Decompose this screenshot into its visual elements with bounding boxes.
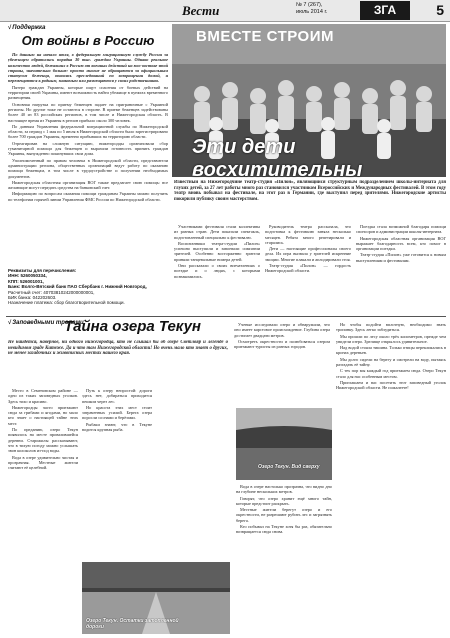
lake-photo-bottom [82,562,230,634]
newspaper-title: Вести [182,3,220,18]
article1-paragraph: По данным Управления федеральной миграционной службы по Нижегородской области, за период с 1 мая по 5 июля в Нижегородской области было зарегистрировано более 700 граждан Украины, временно прибывших на территорию области. [8,123,168,140]
article3-column: Место в Семеновском районе — одно из таких заповедных уголков. Здесь тихо и красиво. Нижегородцы часто приезжают сюда за грибами и ягодами, но мало кто знает о настоящей тайне этих мест. По преданию, озеро Текун появилось на месте провалившейся деревни. Старожилы рассказывают, что в тихую погоду можно услышать звон колоколов из-под воды. Вода в озере удивительно чистая и прозрачная. Местные жители считают её целебной. [8,388,78,471]
photo-caption: Озеро Текун. Остатки затопленной дороги [86,618,179,630]
article1-title: От войны в Россию [21,33,155,48]
article3-lead: Не найдется, наверное, ни одного нижегородца, кто не слышал бы об озере Светлояр и легенде о невидимом граде Китеже. Да и что там Нижегородской области! Но очень мало кто знает о других, не менее загадочных и живописных местах нашего края. [8,340,228,357]
rubric-support: √ Поддержка [8,25,46,31]
article3-column: Вода в озере настолько прозрачна, что видно дно на глубине нескольких метров. Говорят, что озеро хранит ещё много тайн, которые предстоит раскрыть. Местные жители берегут озеро и его окрестности, не разрешают рубить лес и загрязнять берега. Кто побывал на Текуне хотя бы раз, обязательно возвращается сюда снова. [236,484,332,535]
page-masthead [0,0,450,22]
article2-title: Эти дети восхитительны [192,136,363,181]
newspaper-logo: ЗГА [360,1,410,20]
page-number: 5 [436,2,444,18]
article3-column: Путь к озеру непростой: дороги здесь нет, добираться приходится пешком через лес. Но красота этих мест стоит затраченных усилий. Берега озера поросли соснами и берёзами. Рыбаки знают, что в Текуне водится крупная рыба. [82,388,152,433]
article1-body [8,52,168,264]
rubric-trails: √ Заповедными тропами [8,320,84,326]
article1-lead: По данным на начало июля, в федеральную миграционную службу России за убежищем обратились порядка 30 тыс. граждан Украины. Однако реальное количество людей, бежавших в Россию от военных действий на юго-востоке этой страны, значительно больше: просто многие не обращаются за официальным статусом беженца, опасаясь преследований по возвращении домой, и перемещаются к родным, знакомым или размещаются у своих родственников. [8,52,168,84]
article2-column: Участниками фестиваля стали коллективы из разных стран. Дети показали спектакль, подготовленный специально к фестивалю. Воспитанники театра-студии «Пилон» успешно выступили и завоевали симпатии зрителей. Особенно восторженно зрители приняли танцевальные номера детей. Они рассказали о своих впечатлениях о поездке и о людях, с которыми познакомились. [174,224,260,279]
article1-paragraph: Уполномоченный по правам человека в Нижегородской области, представители администрации региона, общественных организаций ведут работу по оказанию помощи беженцам, в том числе в трудоустройстве и получении необходимых документов. [8,157,168,179]
article1-paragraph: Отреагировав на сложную ситуацию, нижегородцы организовали сбор гуманитарной помощи для беженцев и выразили готовность принять граждан Украины, вынужденно покинувших свои дома. [8,140,168,157]
article2-lead: Известный на Нижегородчине театр-студия «Пилон», являющийся структурным подразделением школы-интерната для глухих детей, за 27 лет работы много раз становился участником Всероссийских и Международных фестивалей. В этом году театр вновь побывал на фестивале, на этот раз в Германии, где выступил перед зрителями. Нижегородские артисты покорили публику своим мастерством. [174,180,446,202]
lake-photo-top [236,408,332,480]
issue-info: № 7 (267), июль 2014 г. [296,2,328,15]
article2-column: Поездка стала возможной благодаря помощи спонсоров и администрации школы-интерната. Нижегородская областная организация ВОГ выражает благодарность всем, кто помог в организации поездки. Театр-студия «Пилон» уже готовится к новым выступлениям и фестивалям. [356,224,446,263]
bank-details: Реквизиты для перечисления: ИНН: 5260050334, КПП: 526001001, Банк: Волго-Вятский банк ПАО Сбербанк г. Нижний Новгород, Расчетный счет: 40703810242000000001, БИК банка: 042202603. Назначение платежа: сбор благотворительной помощи. [8,268,147,306]
photo-caption: Озеро Текун. Вид сверху [258,464,320,470]
article1-paragraph: Пятеро граждан Украины, которые ищут спасения от боевых действий на территории своей Украины, имеют возможность найти убежище в пунктах временного размещения. [8,84,168,101]
article1-paragraph: Нижегородская областная организация ВОГ также предлагает свою помощь: все желающие могут передать средства на банковский счет. [8,179,168,191]
article3-column: Ученые исследовали озеро и обнаружили, что оно имеет карстовое происхождение. Глубина озера достигает двадцати метров. Осмотреть окрестности и полюбоваться озером приезжают туристы из разных городов. [234,322,330,350]
section-divider [6,316,446,317]
photo-overlay-top: ВМЕСТЕ СТРОИМ [196,28,334,45]
article1-paragraph: Информацию по вопросам оказания помощи гражданам Украины можно получить по телефонам горячей линии Управления ФМС России по Нижегородской области. [8,191,168,202]
article3-title: Тайна озера Текун [64,318,201,335]
article3-column: Но чтобы подойти вплотную, необходимо знать тропинку. Здесь легко заблудиться. Мы прошли по лесу около трёх километров, прежде чем увидели озеро. Зрелище открылось удивительное. Над водой стояла тишина. Только птицы перекликались в кронах деревьев. Мы долго сидели на берегу и смотрели на воду, пытаясь разгадать её тайну. С тех пор мы каждый год приезжаем сюда. Озеро Текун стало для нас особенным местом. Приглашаем и вас посетить этот заповедный уголок Нижегородской области. Не пожалеете! [336,322,446,391]
article2-column: Руководитель театра рассказала, что подготовка к фестивалю заняла несколько месяцев. Ребята много репетировали и старались. Дети — настоящие профессионалы своего дела. Их игра вызвала у зрителей искренние эмоции. Многие плакали и аплодировали стоя. Театр-студия «Пилон» — гордость Нижегородской области. [265,224,351,274]
article1-paragraph: Основная нагрузка по приему беженцев падает на приграничные с Украиной регионы. Но другие тоже не остаются в стороне. В приеме беженцев задействованы более 40 из 83 российских регионов, в том числе и Нижегородская область. В настоящее время из Украины в регион прибыло около 300 человек. [8,101,168,123]
